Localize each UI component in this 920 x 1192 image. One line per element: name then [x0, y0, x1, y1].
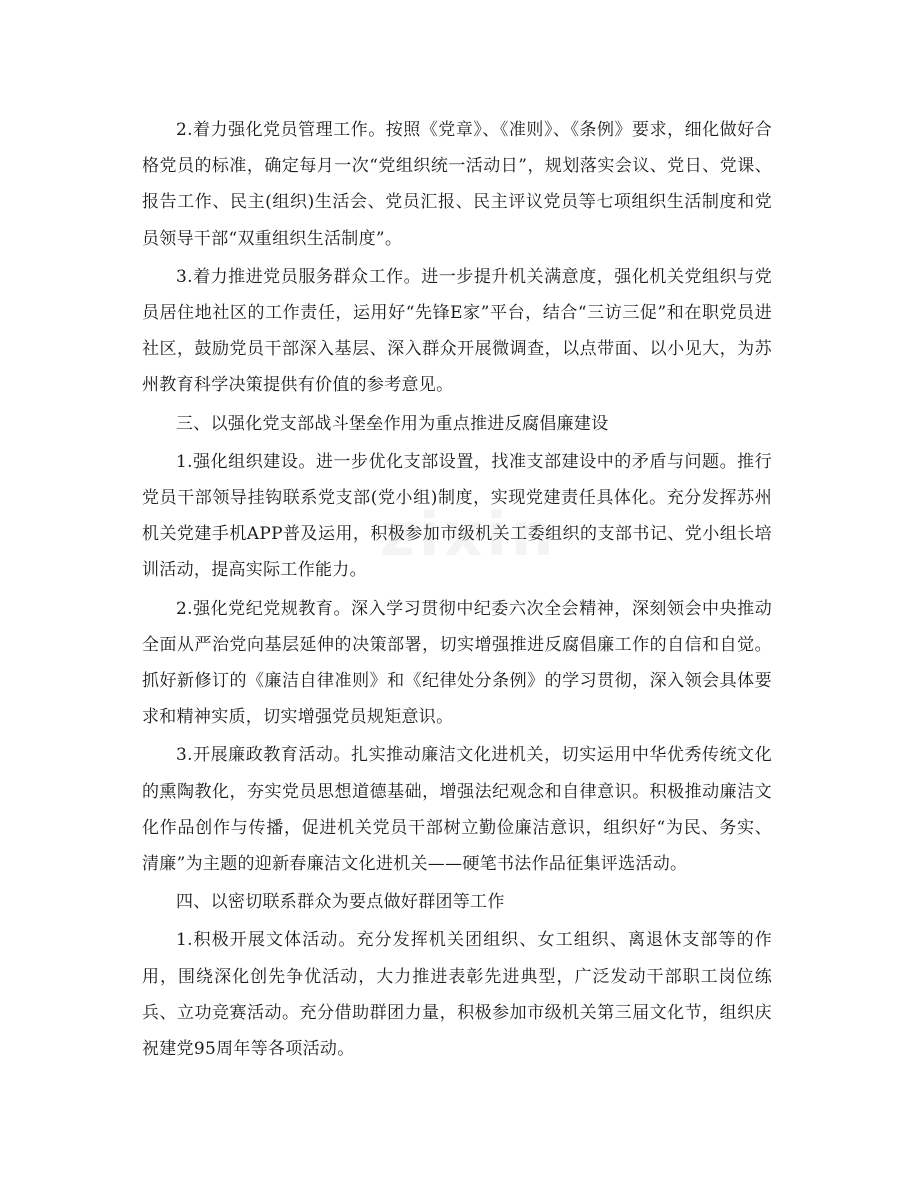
paragraph-cultural-sports-activities: 1.积极开展文体活动。充分发挥机关团组织、女工组织、离退休支部等的作用，围绕深化创先争优活动，大力推进表彰先进典型，广泛发动干部职工岗位练兵、立功竞赛活动。充分借助群团力量，积极参加市级机关第三届文化节，组织庆祝建党95周年等各项活动。 [142, 930, 772, 1060]
paragraph-organization-building: 1.强化组织建设。进一步优化支部设置，找准支部建设中的矛盾与问题。推行党员干部领导挂钩联系党支部(党小组)制度，实现党建责任具体化。充分发挥苏州机关党建手机APP普及运用，积极参加市级机关工委组织的支部书记、党小组长培训活动，提高实际工作能力。 [142, 451, 772, 581]
section-heading-anti-corruption: 三、以强化党支部战斗堡垒作用为重点推进反腐倡廉建设 [176, 413, 609, 434]
section-heading-mass-organizations: 四、以密切联系群众为要点做好群团等工作 [176, 892, 505, 913]
paragraph-serve-the-masses: 3.着力推进党员服务群众工作。进一步提升机关满意度，强化机关党组织与党员居住地社区的工作责任，运用好“先锋E家”平台，结合“三访三促”和在职党员进社区，鼓励党员干部深入基层、深入群众开展微调查，以点带面、以小见大，为苏州教育科学决策提供有价值的参考意见。 [142, 266, 772, 396]
paragraph-integrity-education: 3.开展廉政教育活动。扎实推动廉洁文化进机关，切实运用中华优秀传统文化的熏陶教化，夯实党员思想道德基础，增强法纪观念和自律意识。积极推动廉洁文化作品创作与传播，促进机关党员干部树立勤俭廉洁意识，组织好“为民、务实、清廉”为主题的迎新春廉洁文化进机关——硬笔书法作品征集评选活动。 [142, 745, 772, 875]
paragraph-discipline-education: 2.强化党纪党规教育。深入学习贯彻中纪委六次全会精神，深刻领会中央推动全面从严治党向基层延伸的决策部署，切实增强推进反腐倡廉工作的自信和自觉。抓好新修订的《廉洁自律准则》和《纪律处分条例》的学习贯彻，深入领会具体要求和精神实质，切实增强党员规矩意识。 [142, 598, 772, 728]
document-body [142, 112, 772, 1067]
paragraph-party-member-management: 2.着力强化党员管理工作。按照《党章》、《准则》、《条例》要求，细化做好合格党员的标准，确定每月一次“党组织统一活动日”，规划落实会议、党日、党课、报告工作、民主(组织)生活会、党员汇报、民主评议党员等七项组织生活制度和党员领导干部“双重组织生活制度”。 [142, 120, 772, 249]
watermark-logo: zixin [380, 500, 558, 570]
